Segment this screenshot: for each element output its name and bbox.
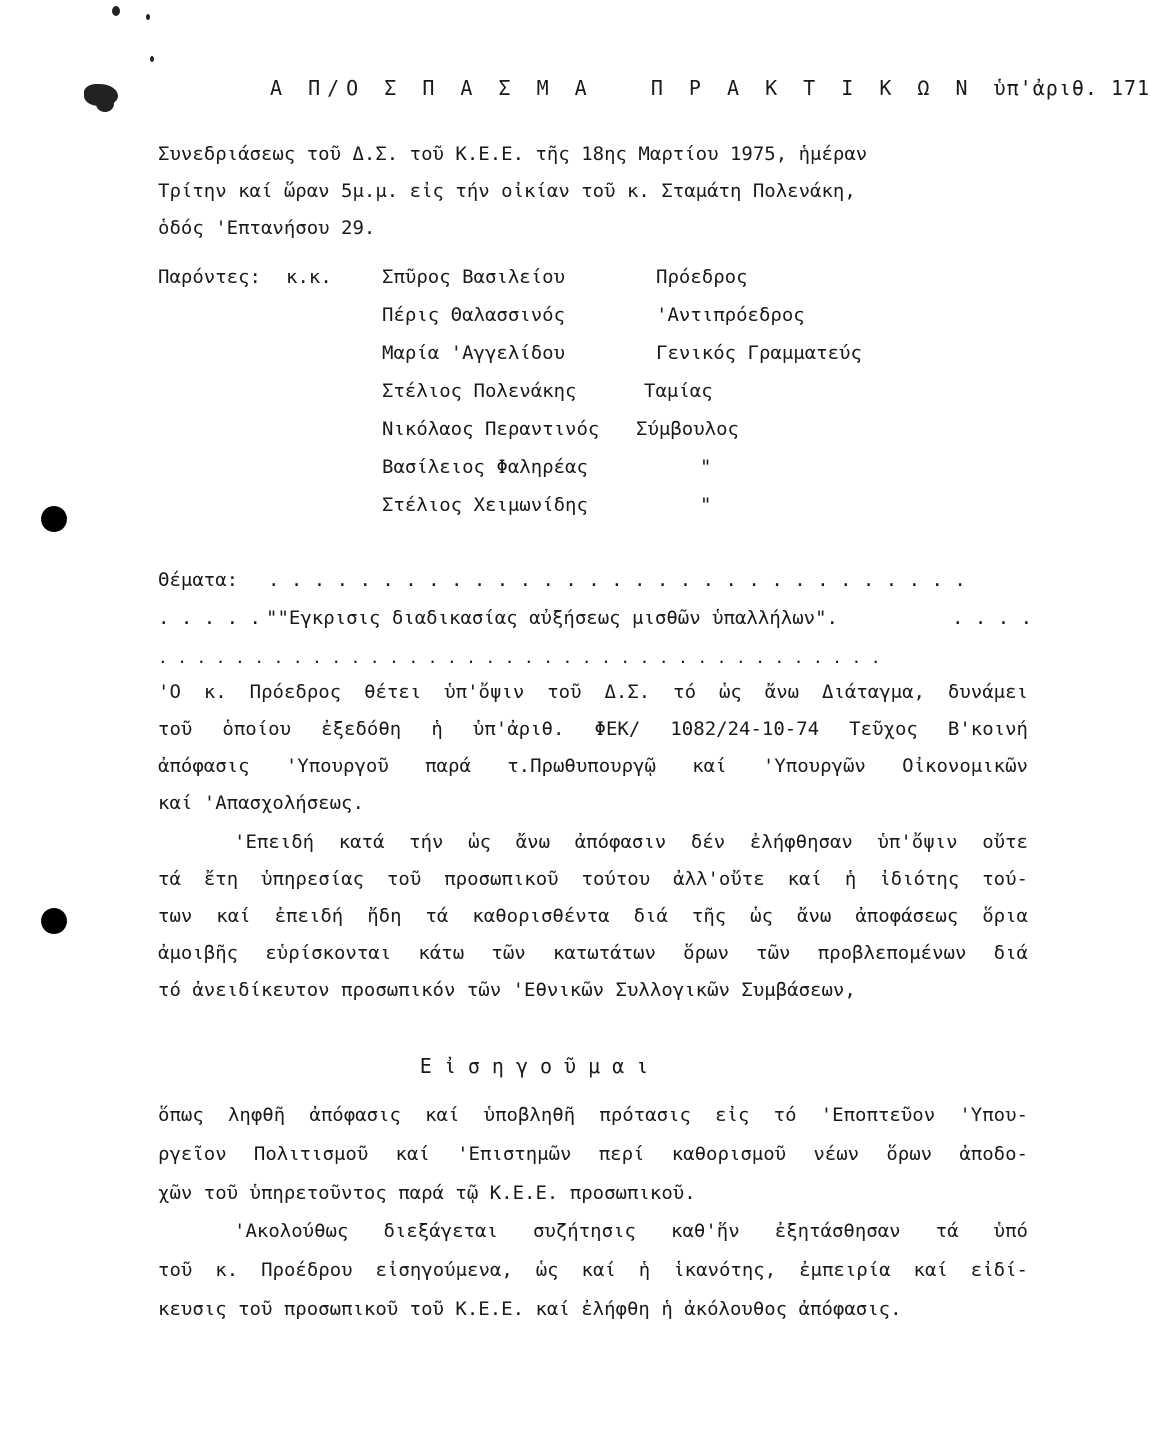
dotted-leader: . . . . . . . . . . . . . . . . . . . . . . . . . . . . . . . bbox=[268, 569, 966, 591]
attendee-name: Στέλιος Πολενάκης bbox=[382, 380, 577, 402]
body-line: ὅπως ληφθῆ ἀπόφασις καί ὑποβληθῆ πρότασις εἰς τό 'Εποπτεῦον 'Υπου- bbox=[158, 1104, 1028, 1126]
attendee-role: 'Αντιπρόεδρος bbox=[656, 304, 805, 326]
ink-speck bbox=[112, 6, 120, 16]
meeting-subject: ""Εγκρισις διαδικασίας αὐξήσεως μισθῶν ὑπαλλήλων". bbox=[266, 607, 838, 629]
body-line: καί 'Απασχολήσεως. bbox=[158, 792, 364, 814]
attendee-name: Στέλιος Χειμωνίδης bbox=[382, 494, 588, 516]
intro-line: ὁδός 'Επτανήσου 29. bbox=[158, 217, 376, 239]
ink-speck bbox=[150, 56, 154, 62]
attendee-role: " bbox=[700, 456, 712, 478]
attendee-name: Βασίλειος Φαληρέας bbox=[382, 456, 588, 478]
document-number: ὑπ'ἀριθ. 171 bbox=[993, 76, 1150, 100]
body-line: κευσις τοῦ προσωπικοῦ τοῦ Κ.Ε.Ε. καί ἐλήφθη ἡ ἀκόλουθος ἀπόφασις. bbox=[158, 1298, 902, 1320]
dotted-leader: . . . . bbox=[952, 607, 1033, 629]
body-line: ἀπόφασις 'Υπουργοῦ παρά τ.Πρωθυπουργῷ καί 'Υπουργῶν Οἰκονομικῶν bbox=[158, 755, 1028, 777]
body-line: χῶν τοῦ ὑπηρετοῦντος παρά τῷ Κ.Ε.Ε. προσωπικοῦ. bbox=[158, 1182, 696, 1204]
punch-hole-icon bbox=[41, 506, 67, 532]
body-line: 'Ακολούθως διεξάγεται συζήτησις καθ'ἥν ἐξητάσθησαν τά ὑπό bbox=[234, 1220, 1028, 1242]
ink-speck bbox=[146, 14, 150, 20]
body-line: των καί ἐπειδή ἤδη τά καθορισθέντα διά τῆς ὡς ἄνω ἀποφάσεως ὅρια bbox=[158, 905, 1028, 927]
attendee-role: Πρόεδρος bbox=[656, 266, 748, 288]
attendee-name: Μαρία 'Αγγελίδου bbox=[382, 342, 566, 364]
intro-line: Τρίτην καί ὥραν 5μ.μ. εἰς τήν οἰκίαν τοῦ κ. Σταμάτη Πολενάκη, bbox=[158, 180, 856, 202]
intro-line: Συνεδριάσεως τοῦ Δ.Σ. τοῦ Κ.Ε.Ε. τῆς 18ης Μαρτίου 1975, ἡμέραν bbox=[158, 143, 868, 165]
section-heading: Εἰσηγοῦμαι bbox=[419, 1054, 661, 1078]
body-line: τοῦ ὁποίου ἐξεδόθη ἡ ὑπ'ἀριθ. ΦΕΚ/ 1082/24-10-74 Τεῦχος Β'κοινή bbox=[158, 718, 1028, 740]
attendee-role: Γενικός Γραμματεύς bbox=[656, 342, 862, 364]
attendee-role: " bbox=[700, 494, 712, 516]
topics-label: Θέματα: bbox=[158, 569, 239, 591]
attendee-role: Ταμίας bbox=[644, 380, 713, 402]
attendee-name: Νικόλαος Περαντινός bbox=[382, 418, 600, 440]
body-line: 'Επειδή κατά τήν ὡς ἄνω ἀπόφασιν δέν ἐλήφθησαν ὑπ'ὄψιν οὔτε bbox=[234, 831, 1028, 853]
body-line: ἀμοιβῆς εὑρίσκονται κάτω τῶν κατωτάτων ὅρων τῶν προβλεπομένων διά bbox=[158, 942, 1028, 964]
attendee-role: Σύμβουλος bbox=[636, 418, 739, 440]
attendee-name: Πέρις Θαλασσινός bbox=[382, 304, 566, 326]
body-line: τό ἀνειδίκευτον προσωπικόν τῶν 'Εθνικῶν Συλλογικῶν Συμβάσεων, bbox=[158, 979, 856, 1001]
title-text: Α Π/Ο Σ Π Α Σ Μ Α Π Ρ Α Κ Τ Ι Κ Ω Ν bbox=[270, 76, 975, 100]
body-line: ργεῖον Πολιτισμοῦ καί 'Επιστημῶν περί καθορισμοῦ νέων ὅρων ἀποδο- bbox=[158, 1143, 1028, 1165]
body-line: 'Ο κ. Πρόεδρος θέτει ὑπ'ὄψιν τοῦ Δ.Σ. τό ὡς ἄνω Διάταγμα, δυνάμει bbox=[158, 681, 1028, 703]
attendee-name: Σπῦρος Βασιλείου bbox=[382, 266, 566, 288]
dotted-leader: . . . . . . . . . . . . . . . . . . . . . . . . . . . . . . . . . . . . . . bbox=[158, 648, 881, 667]
document-title bbox=[270, 76, 1150, 100]
punch-hole-icon bbox=[41, 908, 67, 934]
body-line: τά ἔτη ὑπηρεσίας τοῦ προσωπικοῦ τούτου ἀλλ'οὔτε καί ἡ ἰδιότης τού- bbox=[158, 868, 1028, 890]
attendees-label: Παρόντες: bbox=[158, 266, 261, 288]
ink-blot bbox=[96, 96, 114, 112]
attendees-prefix: κ.κ. bbox=[286, 266, 332, 288]
dotted-leader: . . . . . bbox=[158, 607, 261, 629]
body-line: τοῦ κ. Προέδρου εἰσηγούμενα, ὡς καί ἡ ἱκανότης, ἐμπειρία καί εἰδί- bbox=[158, 1259, 1028, 1281]
